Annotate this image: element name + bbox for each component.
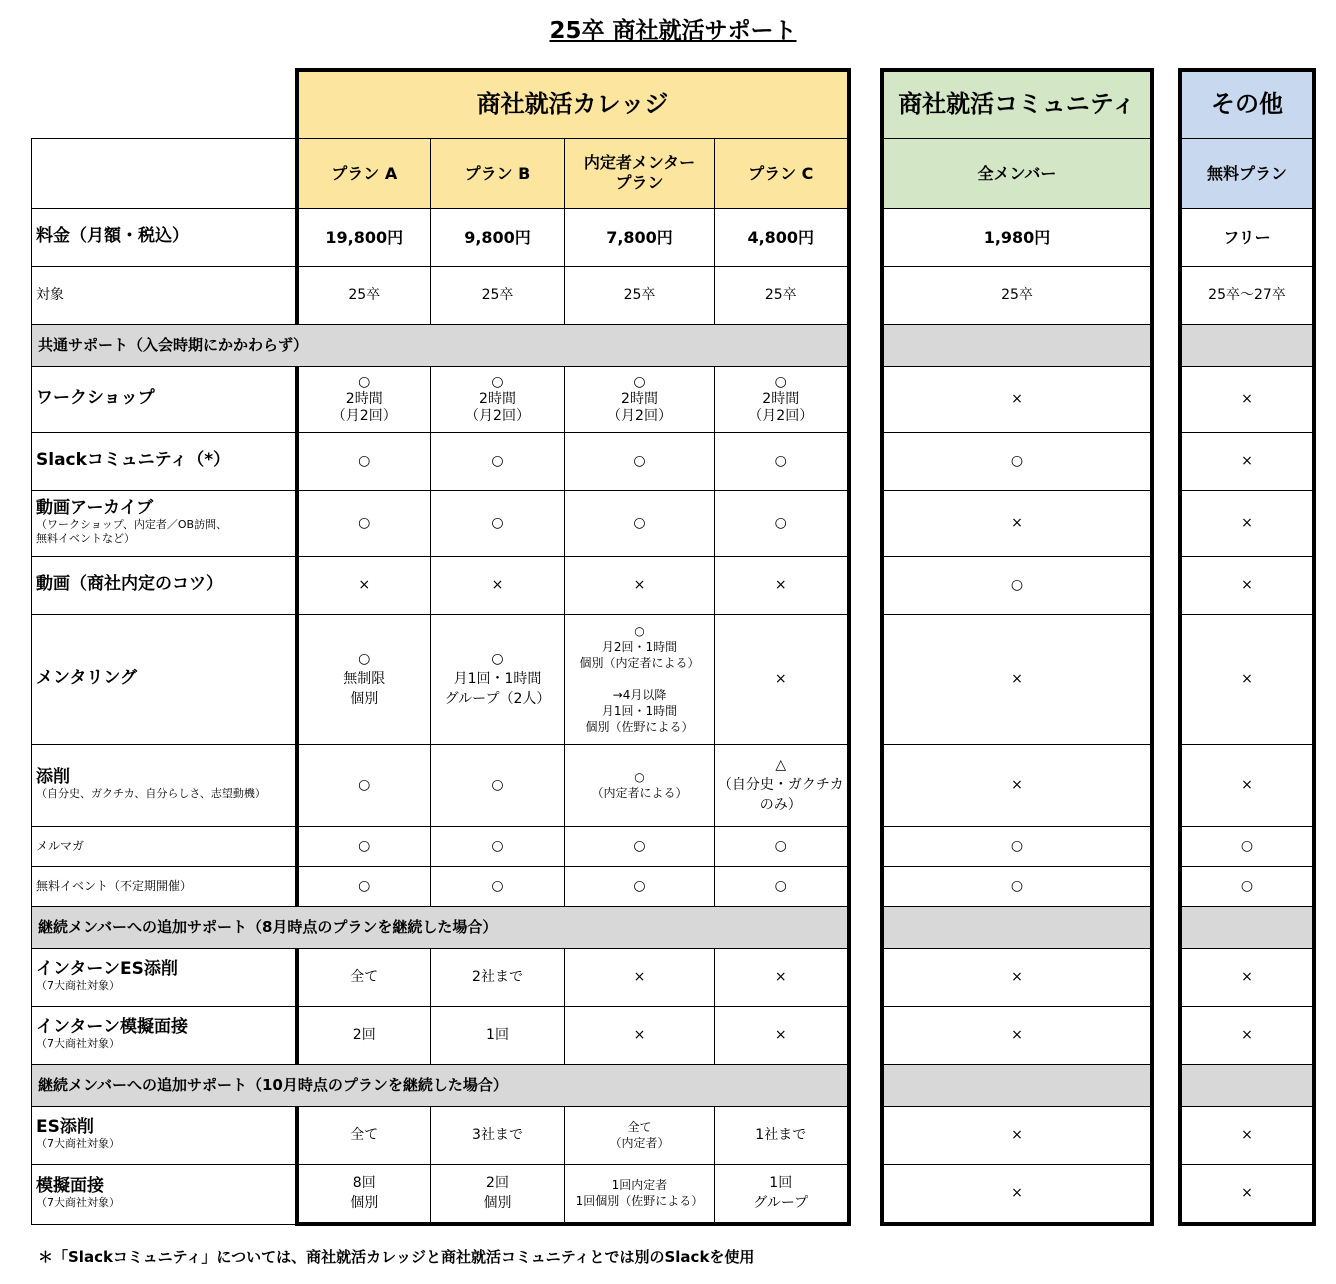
cell-review-all: × (882, 744, 1152, 826)
cell-intern-mock-b: 1回 (431, 1006, 565, 1064)
cell-review-c: △ （自分史・ガクチカ のみ） (715, 744, 849, 826)
row-label-intern-mock: インターン模擬面接 (36, 1017, 188, 1037)
cell-archive-c: ○ (715, 490, 849, 556)
row-sub-es: （7大商社対象） (36, 1137, 120, 1150)
cell-video-all: ○ (882, 556, 1152, 614)
cell-slack-free: × (1180, 432, 1314, 490)
other-table (1178, 68, 1316, 1226)
cell-es-b: 3社まで (431, 1106, 565, 1164)
cell-target-b: 25卒 (431, 266, 565, 324)
row-label-es: ES添削 (36, 1117, 94, 1137)
cell-es-a: 全て (297, 1106, 431, 1164)
cell-mail-mentor: ○ (565, 826, 715, 866)
cell-event-free: ○ (1180, 866, 1314, 906)
cell-target-all: 25卒 (882, 266, 1152, 324)
section-august-blank (882, 906, 1152, 948)
cell-price-c: 4,800円 (715, 208, 849, 266)
row-label-target: 対象 (32, 266, 297, 324)
cell-mail-a: ○ (297, 826, 431, 866)
cell-video-c: × (715, 556, 849, 614)
cell-price-all: 1,980円 (882, 208, 1152, 266)
cell-workshop-b: ○ 2時間 （月2回） (431, 366, 565, 432)
cell-mock-c: 1回 グループ (715, 1164, 849, 1224)
cell-video-free: × (1180, 556, 1314, 614)
cell-workshop-a: ○ 2時間 （月2回） (297, 366, 431, 432)
row-label-mentoring: メンタリング (36, 668, 137, 688)
row-label-mail: メルマガ (32, 826, 297, 866)
cell-mail-all: ○ (882, 826, 1152, 866)
cell-intern-mock-a: 2回 (297, 1006, 431, 1064)
cell-slack-mentor: ○ (565, 432, 715, 490)
section-october-blank (882, 1064, 1152, 1106)
cell-mock-b: 2回 個別 (431, 1164, 565, 1224)
cell-mock-all: × (882, 1164, 1152, 1224)
cell-mentoring-mentor: ○ 月2回・1時間 個別（内定者による） →4月以降 月1回・1時間 個別（佐野による） (565, 614, 715, 744)
row-label-workshop: ワークショップ (36, 388, 155, 408)
cell-intern-mock-free: × (1180, 1006, 1314, 1064)
row-label-archive: 動画アーカイブ (36, 498, 154, 518)
cell-es-free: × (1180, 1106, 1314, 1164)
row-label-review: 添削 (36, 767, 70, 787)
row-label-price: 料金（月額・税込） (36, 226, 189, 246)
row-label-intern-es: インターンES添削 (36, 959, 178, 979)
college-table (31, 68, 851, 1226)
section-common-blank-other (1180, 324, 1314, 366)
cell-event-all: ○ (882, 866, 1152, 906)
cell-video-mentor: × (565, 556, 715, 614)
cell-video-a: × (297, 556, 431, 614)
cell-target-mentor: 25卒 (565, 266, 715, 324)
cell-mock-a: 8回 個別 (297, 1164, 431, 1224)
cell-intern-es-all: × (882, 948, 1152, 1006)
cell-event-mentor: ○ (565, 866, 715, 906)
cell-es-mentor: 全て （内定者） (565, 1106, 715, 1164)
cell-workshop-all: × (882, 366, 1152, 432)
cell-archive-a: ○ (297, 490, 431, 556)
cell-intern-es-mentor: × (565, 948, 715, 1006)
cell-mentoring-all: × (882, 614, 1152, 744)
plan-b-header: プラン B (431, 138, 565, 208)
row-label-video: 動画（商社内定のコツ） (36, 574, 223, 594)
cell-slack-b: ○ (431, 432, 565, 490)
cell-intern-es-a: 全て (297, 948, 431, 1006)
cell-workshop-c: ○ 2時間 （月2回） (715, 366, 849, 432)
row-label-mock: 模擬面接 (36, 1176, 104, 1196)
cell-mail-free: ○ (1180, 826, 1314, 866)
cell-intern-es-c: × (715, 948, 849, 1006)
section-common-blank (882, 324, 1152, 366)
cell-archive-b: ○ (431, 490, 565, 556)
plan-mentor-header: 内定者メンター プラン (565, 138, 715, 208)
cell-mail-b: ○ (431, 826, 565, 866)
cell-mentoring-free: × (1180, 614, 1314, 744)
cell-intern-mock-c: × (715, 1006, 849, 1064)
row-sub-archive: （ワークショップ、内定者／OB訪問、 無料イベントなど） (36, 518, 228, 545)
empty-corner (32, 70, 297, 138)
cell-review-b: ○ (431, 744, 565, 826)
section-common: 共通サポート（入会時期にかかわらず） (32, 324, 849, 366)
section-august: 継続メンバーへの追加サポート（8月時点のプランを継続した場合） (32, 906, 849, 948)
plan-c-header: プラン C (715, 138, 849, 208)
cell-workshop-free: × (1180, 366, 1314, 432)
cell-mail-c: ○ (715, 826, 849, 866)
cell-archive-free: × (1180, 490, 1314, 556)
group-college: 商社就活カレッジ (297, 70, 849, 138)
cell-event-c: ○ (715, 866, 849, 906)
plan-free-header: 無料プラン (1180, 138, 1314, 208)
cell-review-free: × (1180, 744, 1314, 826)
footnote: ＊「Slackコミュニティ」については、商社就活カレッジと商社就活コミュニティとでは別のSlackを使用 (38, 1248, 755, 1266)
page-title: 25卒 商社就活サポート (549, 18, 797, 44)
cell-price-free: フリー (1180, 208, 1314, 266)
empty-header-cell (32, 138, 297, 208)
group-community: 商社就活コミュニティ (882, 70, 1152, 138)
plan-all-header: 全メンバー (882, 138, 1152, 208)
cell-slack-a: ○ (297, 432, 431, 490)
cell-slack-all: ○ (882, 432, 1152, 490)
cell-event-a: ○ (297, 866, 431, 906)
cell-intern-mock-mentor: × (565, 1006, 715, 1064)
row-sub-intern-es: （7大商社対象） (36, 979, 120, 992)
cell-es-all: × (882, 1106, 1152, 1164)
cell-price-mentor: 7,800円 (565, 208, 715, 266)
cell-price-a: 19,800円 (297, 208, 431, 266)
group-other: その他 (1180, 70, 1314, 138)
cell-price-b: 9,800円 (431, 208, 565, 266)
cell-event-b: ○ (431, 866, 565, 906)
cell-workshop-mentor: ○ 2時間 （月2回） (565, 366, 715, 432)
cell-intern-es-b: 2社まで (431, 948, 565, 1006)
cell-es-c: 1社まで (715, 1106, 849, 1164)
row-sub-review: （自分史、ガクチカ、自分らしさ、志望動機） (36, 787, 266, 800)
row-label-slack: Slackコミュニティ（*） (36, 450, 231, 470)
cell-review-mentor: ○ （内定者による） (565, 744, 715, 826)
cell-review-a: ○ (297, 744, 431, 826)
cell-target-free: 25卒～27卒 (1180, 266, 1314, 324)
cell-video-b: × (431, 556, 565, 614)
cell-mentoring-c: × (715, 614, 849, 744)
section-october: 継続メンバーへの追加サポート（10月時点のプランを継続した場合） (32, 1064, 849, 1106)
row-label-event: 無料イベント（不定期開催） (32, 866, 297, 906)
row-sub-intern-mock: （7大商社対象） (36, 1037, 120, 1050)
cell-slack-c: ○ (715, 432, 849, 490)
cell-mock-mentor: 1回内定者 1回個別（佐野による） (565, 1164, 715, 1224)
cell-intern-es-free: × (1180, 948, 1314, 1006)
cell-archive-all: × (882, 490, 1152, 556)
section-october-blank-other (1180, 1064, 1314, 1106)
cell-mock-free: × (1180, 1164, 1314, 1224)
cell-mentoring-b: ○ 月1回・1時間 グループ（2人） (431, 614, 565, 744)
section-august-blank-other (1180, 906, 1314, 948)
cell-intern-mock-all: × (882, 1006, 1152, 1064)
cell-archive-mentor: ○ (565, 490, 715, 556)
plan-a-header: プラン A (297, 138, 431, 208)
row-sub-mock: （7大商社対象） (36, 1196, 120, 1209)
community-table (880, 68, 1154, 1226)
cell-target-c: 25卒 (715, 266, 849, 324)
cell-target-a: 25卒 (297, 266, 431, 324)
cell-mentoring-a: ○ 無制限 個別 (297, 614, 431, 744)
